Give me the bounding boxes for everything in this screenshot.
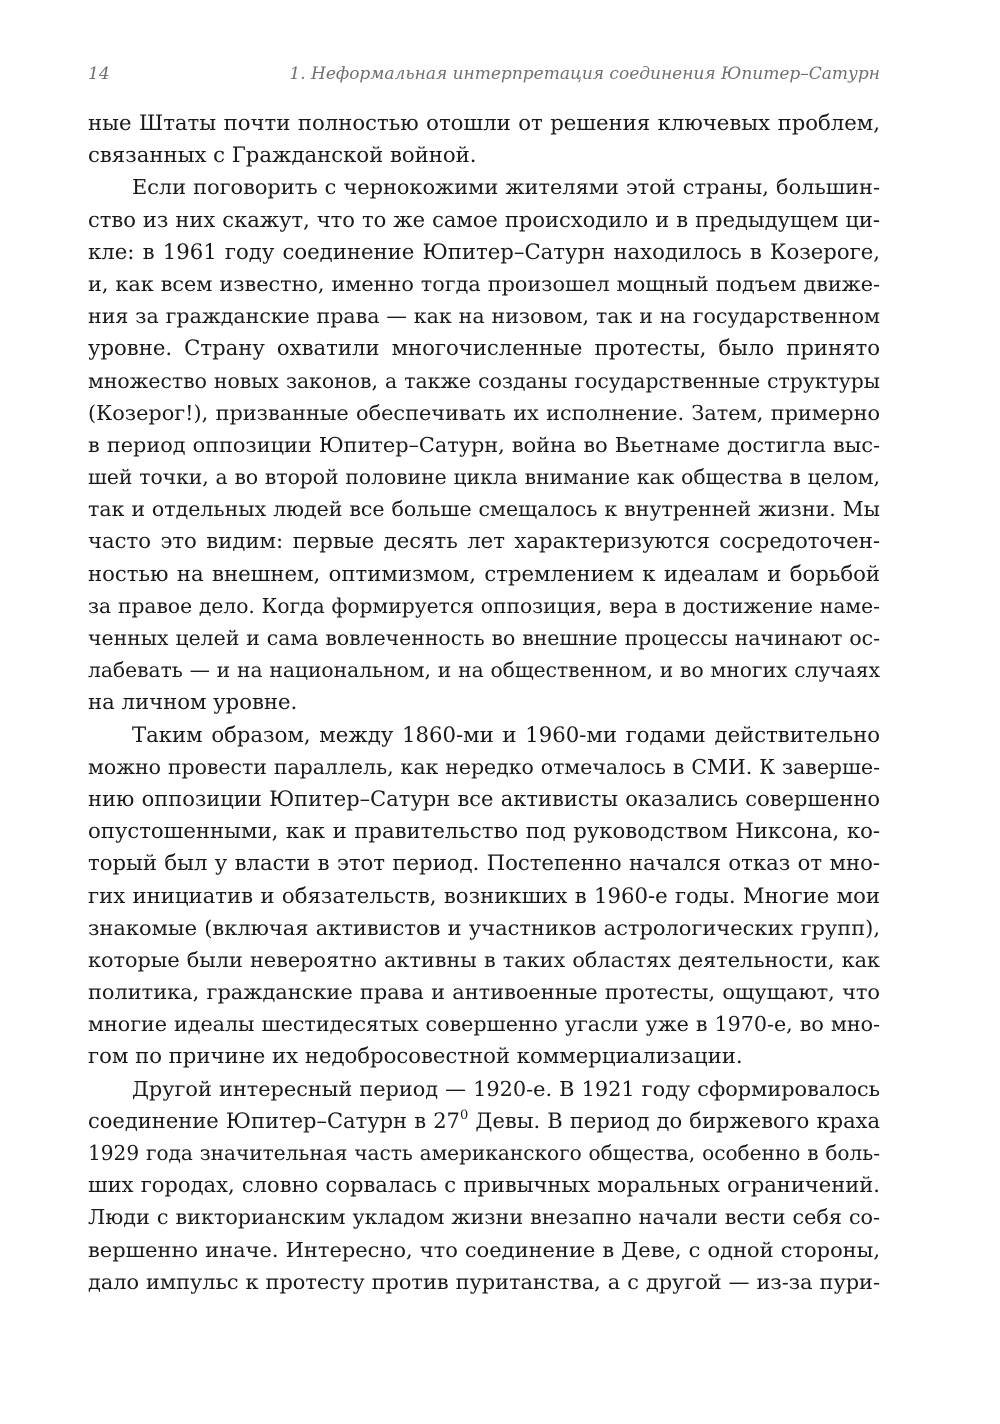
text-line: ших городах, словно сорвалась с привычных моральных ограничений. <box>88 1172 880 1198</box>
text-line: можно провести параллель, как нередко отмечалось в СМИ. К заверше- <box>88 754 880 779</box>
running-header <box>88 64 880 94</box>
line-text-after: Девы. В период до биржевого краха <box>468 1107 880 1133</box>
text-line: лабевать — и на национальном, и на общественном, и во многих случаях <box>88 658 880 683</box>
text-line: ные Штаты почти полностью отошли от решения ключевых проблем, <box>88 110 880 135</box>
text-line: гом по причине их недобросовестной коммерциализации. <box>88 1043 743 1069</box>
text-line: опустошенными, как и правительство под руководством Никсона, ко- <box>88 818 880 844</box>
text-line: кле: в 1961 году соединение Юпитер–Сатурн находилось в Козероге, <box>88 238 880 264</box>
text-line: нию оппозиции Юпитер–Сатурн все активисты оказались совершенно <box>88 786 880 811</box>
text-line: знакомые (включая активистов и участников астрологических групп), <box>88 915 880 940</box>
text-line: гих инициатив и обязательств, возникших в 1960-е годы. Многие мои <box>88 882 880 908</box>
text-line-with-degree <box>88 1105 880 1137</box>
text-line: Таким образом, между 1860-ми и 1960-ми годами действительно <box>132 721 880 747</box>
text-line: политика, гражданские права и антивоенные протесты, ощущают, что <box>88 980 880 1005</box>
text-line: уровне. Страну охватили многочисленные протесты, было принято <box>88 335 880 361</box>
line-text-before: соединение Юпитер–Сатурн в 27 <box>88 1107 460 1133</box>
text-line: множество новых законов, а также созданы государственные структуры <box>88 368 880 393</box>
text-line: Если поговорить с чернокожими жителями этой страны, большин- <box>132 175 880 200</box>
text-line: ностью на внешнем, оптимизмом, стремлением к идеалам и борьбой <box>88 560 880 586</box>
text-line: связанных с Гражданской войной. <box>88 142 477 168</box>
text-line: 1929 года значительная часть американского общества, особенно в боль- <box>88 1141 880 1165</box>
text-line: многие идеалы шестидесятых совершенно угасли уже в 1970-е, во мно- <box>88 1012 880 1037</box>
text-line: за правое дело. Когда формируется оппозиция, вера в достижение наме- <box>88 593 880 618</box>
text-line: и, как всем известно, именно тогда произошел мощный подъем движе- <box>88 271 880 296</box>
text-line: дало импульс к протесту против пуританства, а с другой — из-за пури- <box>88 1269 880 1294</box>
text-line: ство из них скажут, что то же самое происходило и в предыдущем ци- <box>88 206 880 232</box>
chapter-title: 1. Неформальная интерпретация соединения Юпитер–Сатурн <box>289 64 880 84</box>
text-line: которые были невероятно активны в таких областях деятельности, как <box>88 947 880 972</box>
text-line: Другой интересный период — 1920-е. В 1921 году сформировалось <box>132 1076 880 1101</box>
page-number: 14 <box>88 64 110 84</box>
text-line: ния за гражданские права — как на низовом, так и на государственном <box>88 304 880 329</box>
text-line: Люди с викторианским укладом жизни внезапно начали вести себя со- <box>88 1205 880 1230</box>
text-line: часто это видим: первые десять лет характеризуются сосредоточен- <box>88 528 880 554</box>
text-line: вершенно иначе. Интересно, что соединение в Деве, с одной стороны, <box>88 1237 880 1262</box>
text-line: торый был у власти в этот период. Постепенно начался отказ от мно- <box>88 850 880 876</box>
text-line: (Козерог!), призванные обеспечивать их исполнение. Затем, примерно <box>88 400 880 425</box>
text-line: в период оппозиции Юпитер–Сатурн, война во Вьетнаме достигла выс- <box>88 432 880 457</box>
degree-superscript: 0 <box>459 1107 469 1123</box>
text-line: на личном уровне. <box>88 689 298 715</box>
body-text <box>88 107 880 1298</box>
text-line: так и отдельных людей все больше смещалось к внутренней жизни. Мы <box>88 497 880 522</box>
text-line: шей точки, а во второй половине цикла внимание как общества в целом, <box>88 465 880 490</box>
text-line: ченных целей и сама вовлеченность во внешние процессы начинают ос- <box>88 626 880 650</box>
